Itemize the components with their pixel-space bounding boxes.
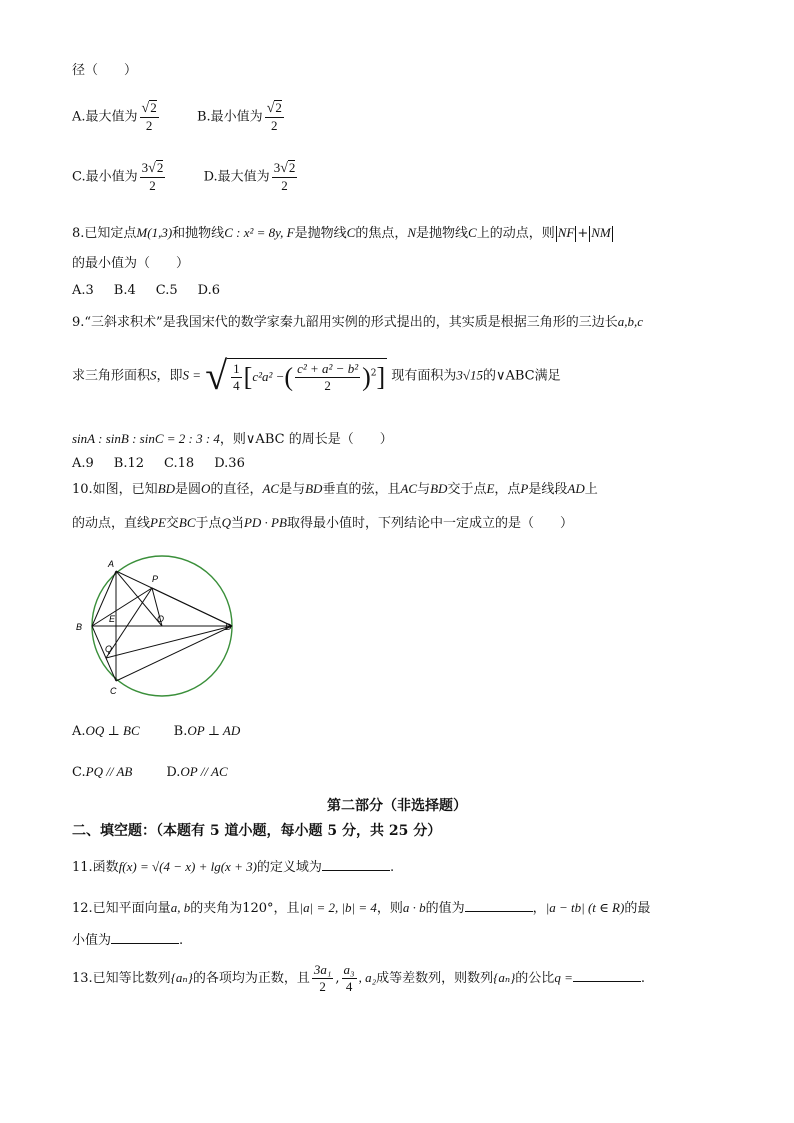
label-b: B xyxy=(76,622,83,632)
part2-title: 第二部分（非选择题） xyxy=(327,798,467,814)
label-p: P xyxy=(152,574,159,584)
label-q: Q xyxy=(105,644,113,654)
q12-answer-blank-2[interactable] xyxy=(111,929,179,944)
q10-stem-line1: 10.如图，已知BD是圆O的直径，AC是与BD垂直的弦，且AC与BD交于点E，点P是线段AD上 xyxy=(72,481,598,497)
label-c: C xyxy=(110,686,117,696)
q7-option-a-fraction: $\frac{√2}{2}$ xyxy=(141,100,157,133)
q10-geometry-figure xyxy=(72,554,248,700)
q7-option-b-fraction: $\frac{√2}{2}$ xyxy=(266,100,282,133)
q11-answer-blank[interactable] xyxy=(322,856,390,871)
q7-option-d-fraction: $\frac{3√2}{2}$ xyxy=(273,160,296,193)
q9-options: A.9 B.12 C.18 D.36 xyxy=(72,456,245,471)
q7-option-c-fraction: $\frac{3√2}{2}$ xyxy=(141,160,164,193)
q7-options-ab xyxy=(72,100,286,134)
q11-stem: 11.函数f(x) = √(4 − x) + lg(x + 3)的定义域为 . xyxy=(72,856,394,877)
label-a: A xyxy=(108,559,115,569)
q9-ratio-line: sinA : sinB : sinC = 2 : 3 : 4，则∨ABC 的周长是（ ） xyxy=(72,431,393,447)
q13-answer-blank[interactable] xyxy=(573,967,641,982)
segment-qd xyxy=(106,626,232,658)
q10-options-cd: C.PQ // AB D.OP // AC xyxy=(72,764,228,780)
q13-stem: 13.已知等比数列{aₙ}的各项均为正数，且 $\frac{\text{3a₁}}{2}$ , $\frac{\text{a₃}}{4}$ , a₂成等差数列，则数列{aₙ}的公比q = . xyxy=(72,962,645,994)
q7-stem-tail: 径（ ） xyxy=(72,63,138,78)
q12-stem: 12.已知平面向量a, b的夹角为120°，且|a| = 2, |b| = 4，则a · b的值为 ，|a − tb| (t ∈ R)的最 xyxy=(72,897,650,918)
q9-stem-line1: 9.“三斜求积术”是我国宋代的数学家秦九韶用实例的形式提出的，其实质是根据三角形的三边长a,b,c xyxy=(72,314,643,330)
q7-option-a-label: A.最大值为 xyxy=(72,109,138,125)
q12-stem-line2: 小值为 . xyxy=(72,929,183,950)
label-d: D xyxy=(225,622,232,632)
label-e: E xyxy=(109,614,116,624)
q8-stem: 8.已知定点M(1,3)和抛物线C : x² = 8y, F是抛物线C的焦点，N是抛物线C上的动点，则 NF + NM xyxy=(72,225,611,241)
q7-option-c-label: C.最小值为 xyxy=(72,169,138,185)
q8-stem-line2: 的最小值为（ ） xyxy=(72,256,190,271)
q9-formula-line: 求三角形面积S，即S = √ $\frac{1}{4}$ [c²a² −( $\frac{\text{c² + a² − b²}}{2}$ )$^2$] 现有面积为3√15的∨ABC满足 xyxy=(72,353,561,398)
q12-answer-blank-1[interactable] xyxy=(465,897,533,912)
q10-stem-line2: 的动点，直线PE交BC于点Q当PD · PB取得最小值时，下列结论中一定成立的是（ ） xyxy=(72,515,573,531)
segment-pb xyxy=(92,588,152,626)
q10-options-ab: A.OQ ⊥ BC B.OP ⊥ AD xyxy=(72,723,241,739)
label-o: O xyxy=(157,614,165,624)
segment-bc xyxy=(92,626,116,681)
q7-options-cd xyxy=(72,160,299,194)
q7-option-d-label: D.最大值为 xyxy=(203,169,270,185)
q8-options: A.3 B.4 C.5 D.6 xyxy=(72,283,221,298)
q7-option-b-label: B.最小值为 xyxy=(197,109,263,125)
fill-in-section-heading: 二、填空题：（本题有 5 道小题，每小题 5 分，共 25 分） xyxy=(72,823,442,839)
